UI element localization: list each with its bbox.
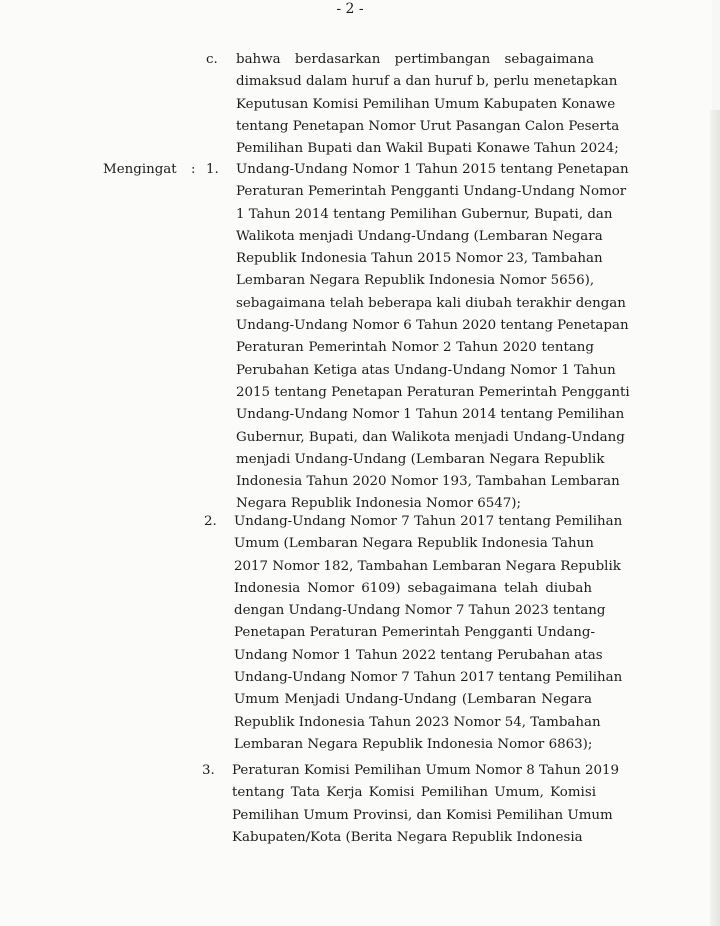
text-line: 1 Tahun 2014 tentang Pemilihan Gubernur, Bupati, dan <box>236 206 613 222</box>
text-line: Lembaran Negara Republik Indonesia Nomor 5656), <box>236 273 595 289</box>
text-line: Penetapan Peraturan Pemerintah Pengganti Undang- <box>234 625 595 641</box>
text-line: bahwa berdasarkan pertimbangan sebagaimana <box>236 52 594 67</box>
item-1-marker: 1. <box>206 162 219 177</box>
item-2-paragraph <box>234 511 623 756</box>
text-line: dengan Undang-Undang Nomor 7 Tahun 2023 tentang <box>234 603 606 619</box>
text-line: Undang-Undang Nomor 7 Tahun 2017 tentang Pemilihan <box>234 514 623 529</box>
item-3-paragraph <box>232 760 620 849</box>
text-line: menjadi Undang-Undang (Lembaran Negara Republik <box>236 451 605 467</box>
text-line: Peraturan Pemerintah Nomor 2 Tahun 2020 tentang <box>236 340 594 356</box>
text-line: Republik Indonesia Tahun 2023 Nomor 54, Tambahan <box>234 714 601 730</box>
text-line: Republik Indonesia Tahun 2015 Nomor 23, Tambahan <box>236 251 603 267</box>
item-c-paragraph <box>236 49 620 160</box>
text-line: 2015 tentang Penetapan Peraturan Pemerintah Pengganti <box>236 384 630 400</box>
text-line: Keputusan Komisi Pemilihan Umum Kabupaten Konawe <box>236 96 616 112</box>
text-line: Lembaran Negara Republik Indonesia Nomor 6863); <box>234 736 593 752</box>
text-line: Peraturan Komisi Pemilihan Umum Nomor 8 Tahun 2019 <box>232 763 620 778</box>
text-line: Negara Republik Indonesia Nomor 6547); <box>236 496 522 512</box>
text-line: tentang Penetapan Nomor Urut Pasangan Calon Peserta <box>236 118 620 134</box>
text-line: Perubahan Ketiga atas Undang-Undang Nomor 1 Tahun <box>236 362 616 378</box>
item-3-marker: 3. <box>202 763 215 778</box>
text-line: tentang Tata Kerja Komisi Pemilihan Umum, Komisi <box>232 785 596 801</box>
mengingat-colon: : <box>191 162 196 177</box>
item-2-marker: 2. <box>204 514 217 529</box>
text-line: Indonesia Nomor 6109) sebagaimana telah diubah <box>234 580 592 596</box>
text-line: dimaksud dalam huruf a dan huruf b, perlu menetapkan <box>236 74 618 90</box>
text-line: Umum Menjadi Undang-Undang (Lembaran Negara <box>234 692 592 708</box>
text-line: Kabupaten/Kota (Berita Negara Republik Indonesia <box>232 829 583 845</box>
text-line: 2017 Nomor 182, Tambahan Lembaran Negara Republik <box>234 558 621 574</box>
text-line: Pemilihan Umum Provinsi, dan Komisi Pemilihan Umum <box>232 807 613 823</box>
page-number: - 2 - <box>336 1 364 17</box>
text-line: sebagaimana telah beberapa kali diubah terakhir dengan <box>236 295 626 311</box>
text-line: Indonesia Tahun 2020 Nomor 193, Tambahan Lembaran <box>236 474 620 490</box>
text-line: Pemilihan Bupati dan Wakil Bupati Konawe Tahun 2024; <box>236 141 619 157</box>
text-line: Undang-Undang Nomor 6 Tahun 2020 tentang Penetapan <box>236 318 629 334</box>
mengingat-label: Mengingat <box>103 162 177 177</box>
text-line: Undang-Undang Nomor 1 Tahun 2015 tentang Penetapan <box>236 162 629 177</box>
text-line: Undang-Undang Nomor 7 Tahun 2017 tentang Pemilihan <box>234 670 623 686</box>
item-c-marker: c. <box>206 52 218 67</box>
text-line: Gubernur, Bupati, dan Walikota menjadi Undang-Undang <box>236 429 625 445</box>
text-line: Walikota menjadi Undang-Undang (Lembaran Negara <box>236 228 603 244</box>
text-line: Undang-Undang Nomor 1 Tahun 2014 tentang Pemilihan <box>236 407 625 423</box>
text-line: Peraturan Pemerintah Pengganti Undang-Undang Nomor <box>236 184 627 200</box>
item-1-paragraph <box>236 159 630 516</box>
text-line: Umum (Lembaran Negara Republik Indonesia Tahun <box>234 536 594 552</box>
page-edge-shadow <box>710 110 720 926</box>
text-line: Undang Nomor 1 Tahun 2022 tentang Perubahan atas <box>234 647 603 663</box>
